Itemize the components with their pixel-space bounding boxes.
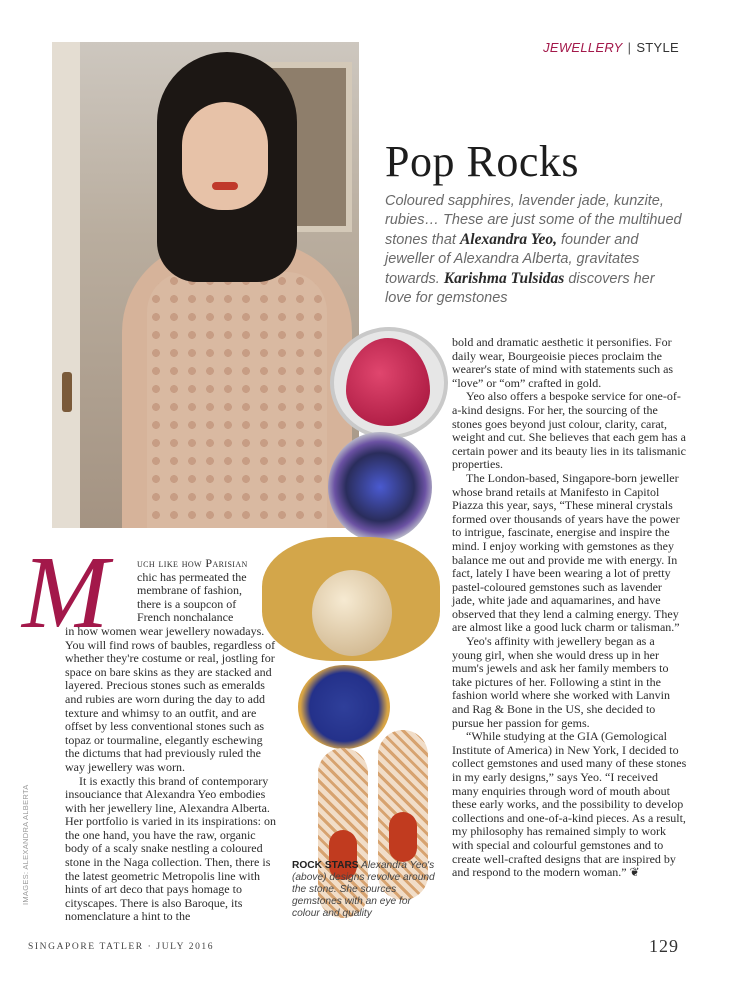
standfirst-text-3: discovers her love for gemstones bbox=[385, 271, 655, 306]
body-column-right bbox=[452, 336, 687, 880]
standfirst-text-2: founder and jeweller of Alexandra Alberta, gravitates towards. bbox=[385, 232, 640, 287]
section-separator: | bbox=[627, 40, 632, 55]
caption-text: Alexandra Yeo's (above) designs revolve around the stone. She sources gemstones with an eye for colour and quality bbox=[292, 860, 435, 919]
right-paragraph-2: The London-based, Singapore-born jeweller whose brand retails at Manifesto in Capitol Piazza this year, says, “These mineral crystals formed over thousands of years have the power to intrigue, fascinate, energise and inspire the mind. I enjoy working with gemstones as they balance me out and provide me with energy. In fact, lately I have been wearing a lot of pretty pastel-coloured gemstones such as lavender jade, white jade and aquamarines, and have observed that they lend a calming energy. They are almost like a good luck charm or talisman.” bbox=[452, 470, 680, 635]
left-paragraph-1 bbox=[65, 557, 280, 775]
standfirst-writer: Karishma Tulsidas bbox=[443, 270, 565, 287]
article-standfirst bbox=[385, 192, 685, 308]
section-label bbox=[543, 40, 679, 55]
sapphire-ring-image bbox=[328, 432, 432, 542]
photo-lace-dress bbox=[147, 272, 327, 528]
article-title: Pop Rocks bbox=[385, 137, 579, 186]
wrap-line-2: membrane of fashion, bbox=[137, 583, 242, 598]
photo-door bbox=[52, 42, 80, 528]
drop-cap: M bbox=[22, 535, 109, 650]
image-caption bbox=[292, 860, 440, 920]
lapis-starfish-ring-image bbox=[298, 665, 390, 749]
earring-right-gem bbox=[389, 812, 417, 862]
portrait-photo bbox=[52, 42, 359, 528]
section-name: STYLE bbox=[636, 40, 679, 55]
wrap-line-1: chic has permeated the bbox=[137, 569, 247, 584]
right-paragraph-4-text: “While studying at the GIA (Gemological Institute of America) in New York, I decided to collect gemstones and used many of these stones in my early designs,” says Yeo. “I received many enquiries through word of mouth about these early works, and the possibility to develop collections and one-of-a-kind pieces. As a result, my philosophy has remained simply to work with special and colourful gemstones and to create well-crafted designs that are inspired by and respond to the modern woman.” bbox=[452, 729, 687, 880]
standfirst-text-1: Coloured sapphires, lavender jade, kunzite, rubies… These are just some of the multihued stones that bbox=[385, 193, 682, 248]
end-mark-icon: ❦ bbox=[629, 865, 640, 880]
footer-publication: SINGAPORE TATLER · JULY 2016 bbox=[28, 942, 215, 952]
standfirst-designer: Alexandra Yeo, bbox=[459, 231, 557, 248]
wrap-line-3: there is a soupcon of bbox=[137, 596, 237, 611]
photo-door-handle bbox=[62, 372, 72, 412]
lead-caps: uch like how Parisian bbox=[137, 556, 248, 570]
photo-figure-face bbox=[182, 102, 268, 210]
section-category: JEWELLERY bbox=[543, 40, 623, 55]
right-paragraph-3: Yeo's affinity with jewellery began as a young girl, when she would dress up in her mum's jewels and ask her family members to take pictures of her. Following a stint in the fashion world where she worked with Lanvin and Rag & Bone in the US, she decided to pursue her passion for gems. bbox=[452, 634, 670, 730]
right-paragraph-4 bbox=[452, 730, 687, 880]
right-paragraph-0: bold and dramatic aesthetic it personifies. For daily wear, Bourgeoisie pieces proclaim the wearer's state of mind with statements such as “love” or “om” crafted in gold. bbox=[452, 335, 674, 390]
caption-lead: ROCK STARS bbox=[292, 860, 359, 871]
photo-figure-lips bbox=[212, 182, 238, 190]
left-paragraph-2: It is exactly this brand of contemporary insouciance that Alexandra Yeo embodies with her jewellery line, Alexandra Alberta. Her portfolio is varied in its inspirations: on the one hand, you have the raw, organic body of a scaly snake nestling a coloured stone in the Naga collection. Then, there is the latest geometric Metropolis line with hints of art deco that pays homage to cityscapes. There is also Baroque, its nomenclature a hint to the bbox=[65, 773, 276, 924]
left-paragraph-1-rest: in how women wear jewellery nowadays. You will find rows of baubles, regardless of whether they're costume or real, jostling for space on bare skins as they are stacked and layered. Precious stones such as emeralds and rubies are worn during the day to add texture and whimsy to an outfit, and are offset by less conventional stones such as topaz or tourmaline, elegantly eschewing the dictums that had previously ruled the way jewellery was worn. bbox=[65, 623, 276, 774]
body-column-left bbox=[65, 557, 280, 924]
wrap-line-4: French nonchalance bbox=[137, 610, 234, 625]
baroque-pearl bbox=[312, 570, 392, 656]
page-number: 129 bbox=[649, 936, 679, 956]
right-paragraph-1: Yeo also offers a bespoke service for one-of-a-kind designs. For her, the sourcing of the stones goes beyond just colour, clarity, carat, weight and cut. She believes that each gem has a certain power and its beauty lies in its talismanic properties. bbox=[452, 389, 686, 472]
photo-credit: IMAGES: ALEXANDRA ALBERTA bbox=[21, 784, 30, 905]
